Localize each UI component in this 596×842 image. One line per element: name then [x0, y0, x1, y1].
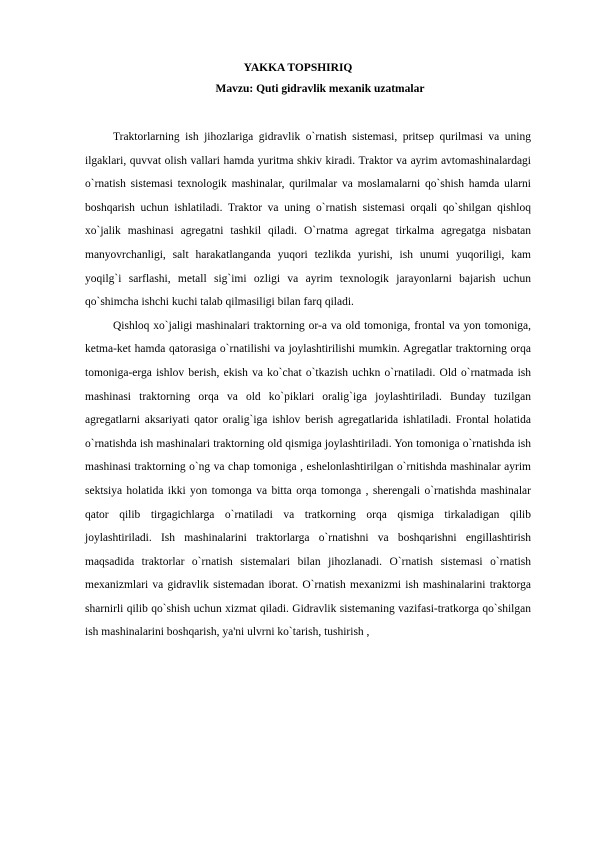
document-title: YAKKA TOPSHIRIQ	[243, 62, 353, 74]
document-body	[85, 126, 531, 645]
body-paragraph: Traktorlarning ish jihozlariga gidravlik o`rnatish sistemasi, pritsep qurilmasi va uning ilgaklari, quvvat olish vallari hamda yuritma shkiv kiradi. Traktor va ayrim avtomashinalardagi o`rnatish sistemasi texnologik mashinalar, qurilmalar va moslamalarni qo`shish hamda ularni boshqarish uchun ishlatiladi. Traktor va uning o`rnatish sistemasi orqali qo`shilgan qishloq xo`jalik mashinasi agregatni tashkil qiladi. O`rnatma agregat tirkalma agregatga nisbatan manyovrchanligi, salt harakatlanganda yuqori tezlikda yurishi, ish unumi yuqoriligi, kam yoqilg`i sarflashi, metall sig`imi ozligi va ayrim texnologik jarayonlarni bajarish uchun qo`shimcha ishchi kuchi talab qilmasiligi bilan farq qiladi.	[85, 131, 531, 309]
body-paragraph: Qishloq xo`jaligi mashinalari traktorning or-a va old tomoniga, frontal va yon tomoniga, ketma-ket hamda qatorasiga o`rnatilishi va joylashtirilishi mumkin. Agregatlar traktorning orqa tomoniga-erga ishlov berish, ekish va ko`chat o`tkazish uchkn o`rnatiladi. Old o`rnatmada ish mashinasi traktorning orqa va old ko`piklari oralig`iga joylashtiriladi. Bunday tuzilgan agregatlarni aksariyati qator oralig`iga ishlov berish agregatlarida ishlatiladi. Frontal holatida o`rnatishda ish mashinalari traktorning old qismiga joylashtiriladi. Yon tomoniga o`rnatishda ish mashinasi traktorning o`ng va chap tomoniga , eshelonlashtirilgan o`rnitishda mashinalar ayrim sektsiya holatida ikki yon tomonga va bitta orqa tomonga , sherengali o`rnatishda mashinalar qator qilib tirgagichlarga o`rnatiladi va tratkorning orqa qismiga tirkaladigan qilib joylashtiriladi. Ish mashinalarini traktorlarga o`rnatishni va boshqarishni engillashtirish maqsadida traktorlar o`rnatish sistemalari bilan jihozlanadi. O`rnatish sistemasi o`rnatish mexanizmlari va gidravlik sistemadan iborat. O`rnatish mexanizmi ish mashinalarini traktorga sharnirli qilib qo`shish uchun xizmat qiladi. Gidravlik sistemaning vazifasi-tratkorga qo`shilgan ish mashinalarini boshqarish, ya'ni ulvrni ko`tarish, tushirish ,	[85, 319, 531, 639]
document-subtitle: Mavzu: Quti gidravlik mexanik uzatmalar	[215, 83, 425, 95]
